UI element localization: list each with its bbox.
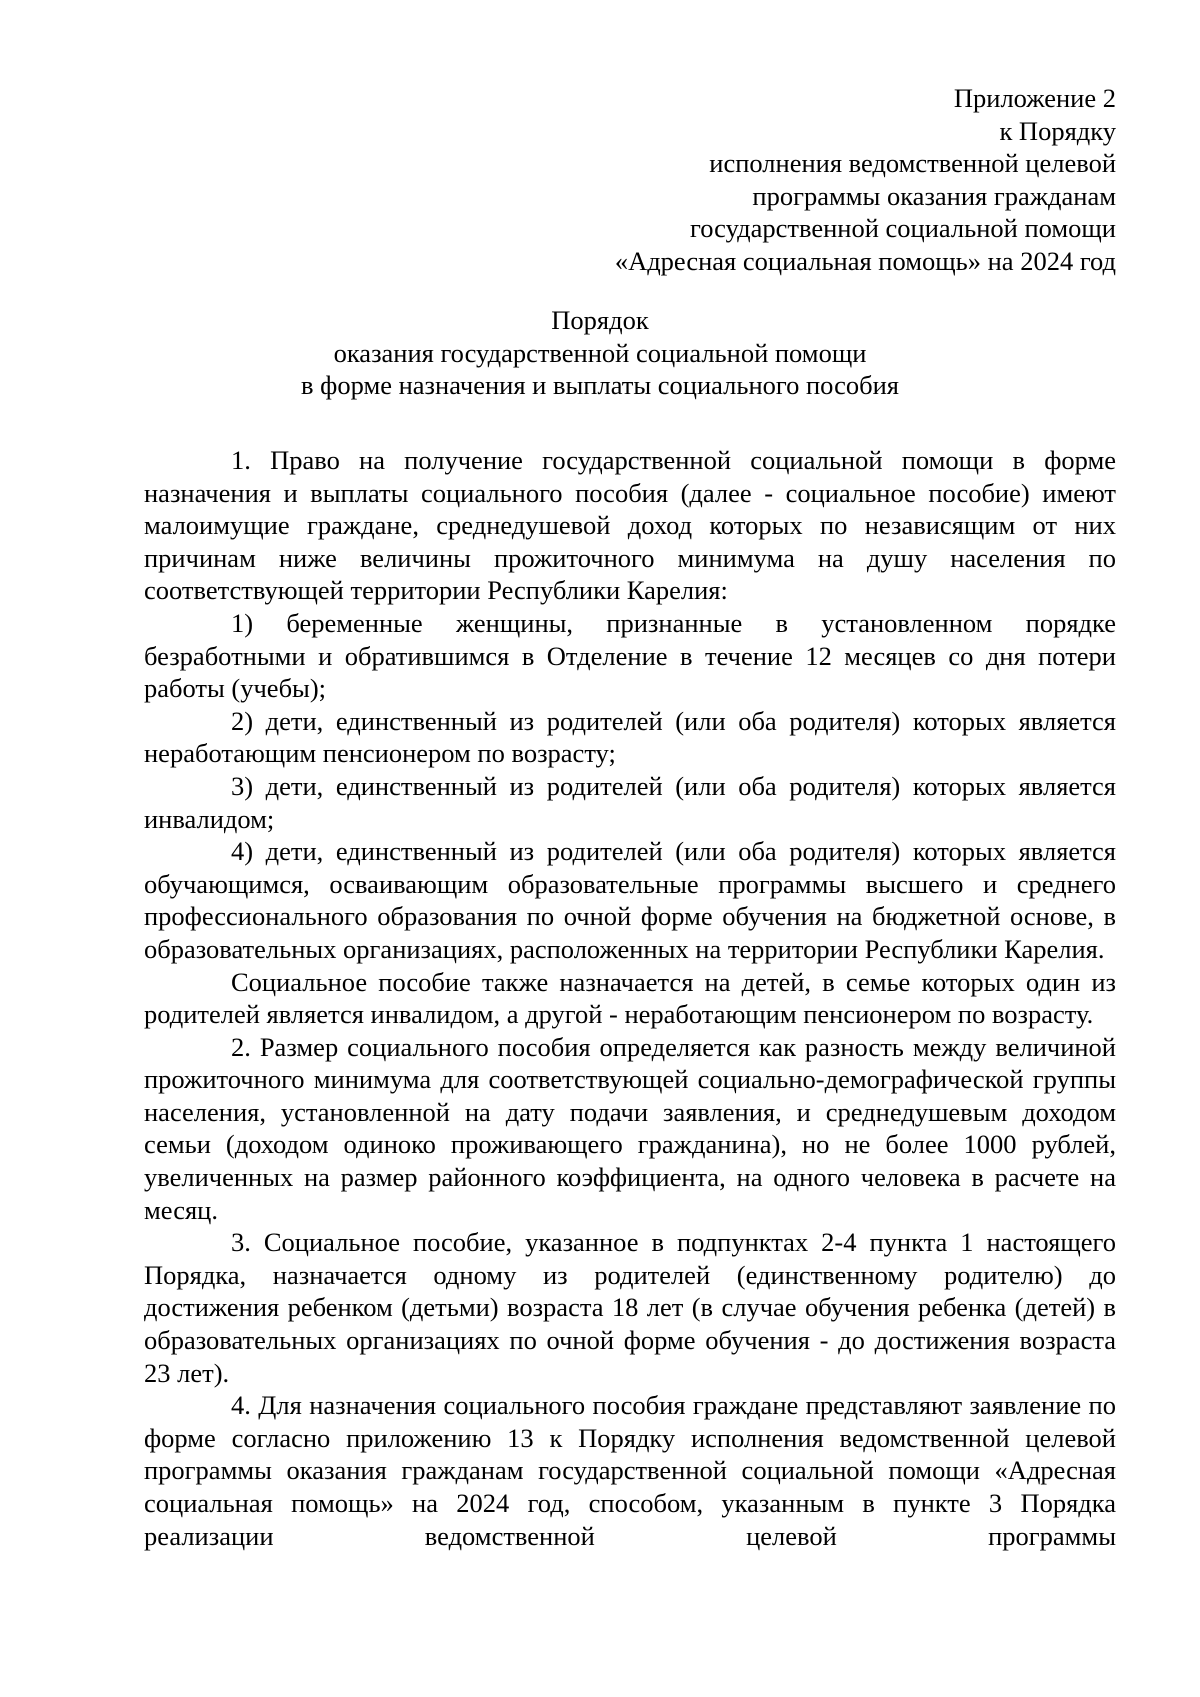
paragraph-item-4: 4. Для назначения социального пособия граждане представляют заявление по форме согласно приложению 13 к Порядку исполнения ведомственной целевой программы оказания гражданам государственной социальной помощи «Адресная социальная помощь» на 2024 год, способом, указанным в пункте 3 Порядка реализации ведомственной целевой программы [144, 1390, 1116, 1551]
subitem-2: 2) дети, единственный из родителей (или оба родителя) которых является неработающим пенсионером по возрасту; [144, 705, 1116, 769]
document-title [0, 304, 1200, 402]
title-line: Порядок [551, 305, 649, 335]
paragraph-note: Социальное пособие также назначается на детей, в семье которых один из родителей является инвалидом, а другой - неработающим пенсионером по возрасту. [144, 966, 1116, 1030]
paragraph-item-2: 2. Размер социального пособия определяется как разность между величиной прожиточного минимума для соответствующей социально-демографической группы населения, установленной на дату подачи заявления, и среднедушевым доходом семьи (доходом одиноко проживающего гражданина), но не более 1000 рублей, увеличенных на размер районного коэффициента, на одного человека в расчете на месяц. [144, 1031, 1116, 1225]
appendix-line: к Порядку [999, 115, 1116, 146]
appendix-line: Приложение 2 [953, 83, 1116, 113]
appendix-line: программы оказания гражданам [752, 180, 1116, 211]
subitem-1: 1) беременные женщины, признанные в установленном порядке безработными и обратившимся в Отделение в течение 12 месяцев со дня потери работы (учебы); [144, 607, 1116, 704]
document-body [144, 444, 1116, 1552]
paragraph-item-3: 3. Социальное пособие, указанное в подпунктах 2-4 пункта 1 настоящего Порядка, назначается одному из родителей (единственному родителю) до достижения ребенком (детьми) возраста 18 лет (в случае обучения ребенка (детей) в образовательных организациях по очной форме обучения - до достижения возраста 23 лет). [144, 1227, 1116, 1388]
title-line: оказания государственной социальной помощи [333, 337, 867, 368]
subitem-3: 3) дети, единственный из родителей (или оба родителя) которых является инвалидом; [144, 770, 1116, 834]
appendix-line: исполнения ведомственной целевой [709, 148, 1116, 179]
paragraph-item-1: 1. Право на получение государственной социальной помощи в форме назначения и выплаты социального пособия (далее - социальное пособие) имеют малоимущие граждане, среднедушевой доход которых по независящим от них причинам ниже величины прожиточного минимума на душу населения по соответствующей территории Республики Карелия: [144, 445, 1116, 606]
appendix-line: государственной социальной помощи [690, 213, 1116, 244]
subitem-4: 4) дети, единственный из родителей (или оба родителя) которых является обучающимся, осваивающим образовательные программы высшего и среднего профессионального образования по очной форме обучения на бюджетной основе, в образовательных организациях, расположенных на территории Республики Карелия. [144, 836, 1116, 964]
appendix-line: «Адресная социальная помощь» на 2024 год [614, 245, 1116, 276]
appendix-header [356, 82, 1116, 278]
title-line: в форме назначения и выплаты социального пособия [301, 370, 899, 401]
